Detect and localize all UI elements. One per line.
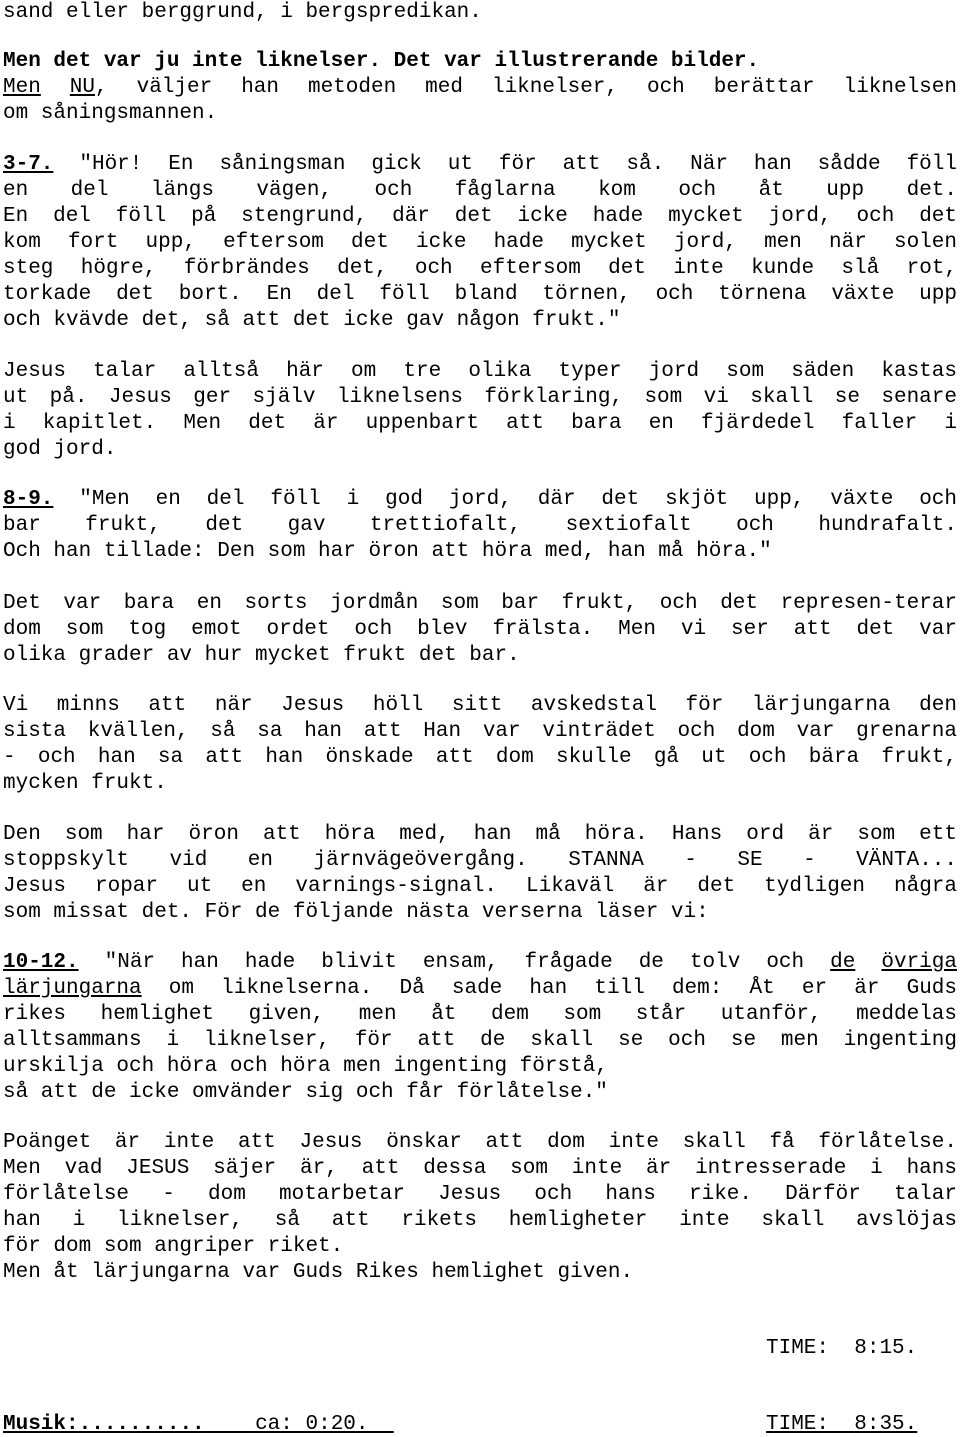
text-line: förlåtelse - dom motarbetar Jesus och hans rike. Därför talar: [3, 1183, 957, 1206]
text-line: god jord.: [3, 438, 117, 461]
text-line: mycken frukt.: [3, 772, 167, 795]
text-line: Men vad JESUS säjer är, att dessa som inte är intresserade i hans: [3, 1157, 957, 1180]
music-label-text: Musik:: [3, 1413, 79, 1436]
verse-ref: 10-12.: [3, 951, 79, 974]
verse-line: 8-9. "Men en del föll i god jord, där det skjöt upp, växte och: [3, 488, 957, 511]
underlined-word: övriga: [881, 951, 957, 974]
underlined-word: lärjungarna: [3, 977, 142, 1000]
time-label: TIME:: [766, 1413, 830, 1436]
text-line: om såningsmannen.: [3, 102, 218, 125]
time-label: TIME:: [766, 1337, 830, 1360]
text-line: urskilja och höra och höra men ingenting förstå,: [3, 1055, 608, 1078]
music-line: [3, 1413, 483, 1437]
text-line: Och han tillade: Den som har öron att höra med, han må höra.": [3, 540, 772, 563]
underlined-word: de: [830, 951, 856, 974]
text-line: Vi minns att när Jesus höll sitt avskedstal för lärjungarna den: [3, 694, 957, 717]
text-line: Poänget är inte att Jesus önskar att dom inte skall få förlåtelse.: [3, 1131, 957, 1154]
underlined-word: Men: [3, 76, 41, 99]
verse-line: 3-7. "Hör! En såningsman gick ut för att så. När han sådde föll: [3, 153, 957, 176]
text-line: stoppskylt vid en järnvägeövergång. STANNA - SE - VÄNTA...: [3, 849, 957, 872]
music-gap: [205, 1413, 255, 1436]
text-line: en del längs vägen, och fåglarna kom och åt upp det.: [3, 179, 957, 202]
text-line: och kvävde det, så att det icke gav någon frukt.": [3, 309, 621, 332]
text-line: Men NU, väljer han metoden med liknelser, och berättar liknelsen: [3, 76, 957, 99]
text-line: Det var bara en sorts jordmån som bar frukt, och det represen-terar: [3, 592, 957, 615]
text-line: rikes hemlighet given, men åt dem som står utanför, meddelas: [3, 1003, 957, 1026]
text-line: Jesus ropar ut en varnings-signal. Likaväl är det tydligen några: [3, 875, 957, 898]
time-stamp-1: [766, 1337, 956, 1361]
text-line: - och han sa att han önskade att dom skulle gå ut och bära frukt,: [3, 746, 957, 769]
music-gap: [369, 1413, 394, 1436]
text-line: Men åt lärjungarna var Guds Rikes hemlighet given.: [3, 1261, 634, 1284]
text-line: dom som tog emot ordet och blev frälsta. Men vi ser att det var: [3, 618, 957, 641]
text-line: sand eller berggrund, i bergspredikan.: [3, 1, 482, 24]
text-line: steg högre, förbrändes det, och eftersom det inte kunde slå rot,: [3, 257, 957, 280]
text-line: alltsammans i liknelser, för att de skall se och se men ingenting: [3, 1029, 957, 1052]
verse-ref: 3-7.: [3, 153, 54, 176]
music-label: [3, 1413, 205, 1436]
time-stamp-2-inner: [766, 1413, 917, 1436]
text-line: som missat det. För de följande nästa verserna läser vi:: [3, 901, 709, 924]
text-line: han i liknelser, så att rikets hemligheter inte skall avslöjas: [3, 1209, 957, 1232]
text-line: Jesus talar alltså här om tre olika typer jord som säden kastas: [3, 360, 957, 383]
verse-ref: 8-9.: [3, 488, 54, 511]
time-stamp-2: [766, 1413, 956, 1437]
text-line: bar frukt, det gav trettiofalt, sextiofalt och hundrafalt.: [3, 514, 957, 537]
verse-line: 10-12. "När han hade blivit ensam, frågade de tolv och de övriga: [3, 951, 957, 974]
text-line: torkade det bort. En del föll bland törnen, och törnena växte upp: [3, 283, 957, 306]
text-line: En del föll på stengrund, där det icke hade mycket jord, och det: [3, 205, 957, 228]
text-line: Den som har öron att höra med, han må höra. Hans ord är som ett: [3, 823, 957, 846]
text-line: sista kvällen, så sa han att Han var vinträdet och dom var grenarna: [3, 720, 957, 743]
time-value: 8:35.: [854, 1413, 918, 1436]
text-line: olika grader av hur mycket frukt det bar.: [3, 644, 520, 667]
text-line: ut på. Jesus ger själv liknelsens förklaring, som vi skall se senare: [3, 386, 957, 409]
text-line-bold: Men det var ju inte liknelser. Det var illustrerande bilder.: [3, 50, 760, 73]
text-line: lärjungarna om liknelserna. Då sade han till dem: Åt er är Guds: [3, 977, 957, 1000]
text-line: för dom som angriper riket.: [3, 1235, 344, 1258]
text-line: så att de icke omvänder sig och får förlåtelse.": [3, 1081, 608, 1104]
text-line: i kapitlet. Men det är uppenbart att bara en fjärdedel faller i: [3, 412, 957, 435]
music-dots: ..........: [78, 1413, 205, 1436]
music-duration: ca: 0:20.: [255, 1413, 369, 1436]
time-value: 8:15.: [854, 1337, 918, 1360]
underlined-word: NU: [69, 76, 96, 99]
text-line: kom fort upp, eftersom det icke hade mycket jord, men när solen: [3, 231, 957, 254]
